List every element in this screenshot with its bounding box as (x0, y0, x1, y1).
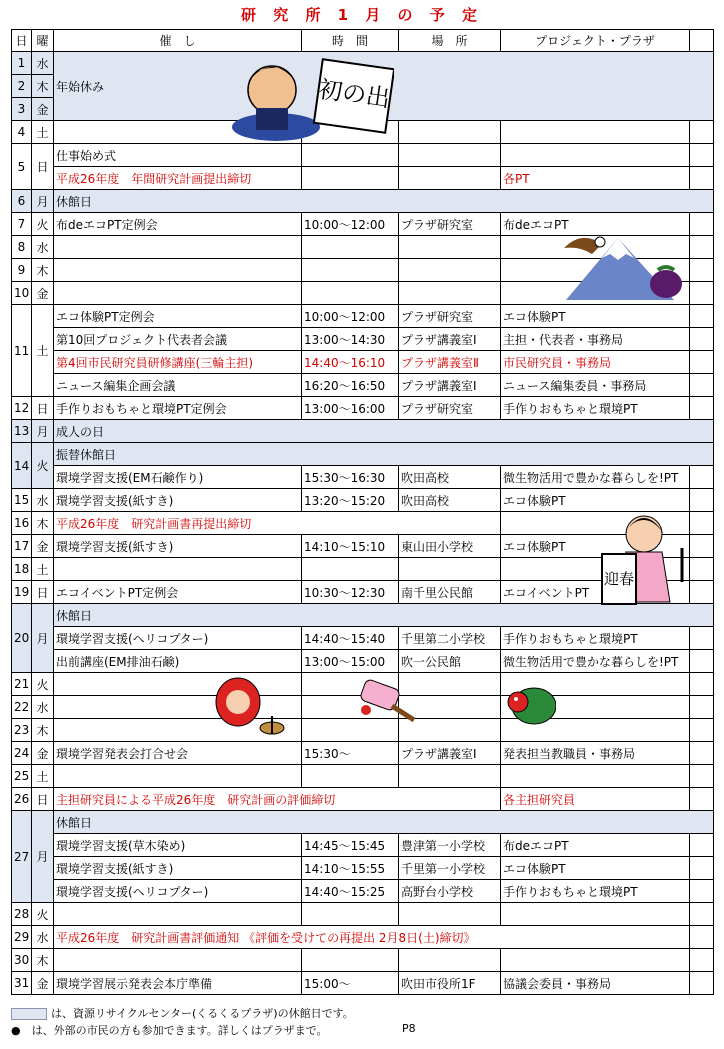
weekday-cell: 月 (32, 420, 54, 443)
table-row (12, 742, 714, 765)
project-cell: 微生物活用で豊かな暮らしを!PT (501, 650, 690, 673)
table-row (12, 466, 714, 489)
time-cell: 13:00～15:00 (302, 650, 399, 673)
weekday-cell: 土 (32, 765, 54, 788)
place-cell (399, 121, 501, 144)
project-cell: ニュース編集委員・事務局 (501, 374, 690, 397)
event-cell: 成人の日 (54, 420, 714, 443)
day-cell: 31 (12, 972, 32, 995)
place-cell: プラザ講義室Ⅰ (399, 328, 501, 351)
day-cell: 18 (12, 558, 32, 581)
event-cell: 休館日 (54, 604, 714, 627)
day-cell: 14 (12, 443, 32, 489)
weekday-cell: 木 (32, 512, 54, 535)
weekday-cell: 日 (32, 788, 54, 811)
time-cell: 10:30～12:30 (302, 581, 399, 604)
event-cell: 環境学習支援(紙すき) (54, 489, 302, 512)
hagoita-illustration (352, 678, 418, 724)
place-cell (399, 558, 501, 581)
weekday-cell: 土 (32, 558, 54, 581)
event-cell (54, 765, 302, 788)
table-row (12, 903, 714, 926)
day-cell: 13 (12, 420, 32, 443)
place-cell: 東山田小学校 (399, 535, 501, 558)
day-cell: 11 (12, 305, 32, 397)
project-cell: 手作りおもちゃと環境PT (501, 627, 690, 650)
place-cell (399, 259, 501, 282)
event-cell: 環境学習支援(紙すき) (54, 535, 302, 558)
page-number: P8 (402, 1022, 416, 1035)
place-cell: プラザ研究室 (399, 213, 501, 236)
table-row (12, 351, 714, 374)
event-cell: エコイベントPT定例会 (54, 581, 302, 604)
table-row (12, 144, 714, 167)
time-cell (302, 903, 399, 926)
weekday-cell: 金 (32, 535, 54, 558)
event-cell: 平成26年度 研究計画書評価通知 《評価を受けての再提出 2月8日(土)締切》 (54, 926, 690, 949)
project-cell: 布deエコPT (501, 834, 690, 857)
day-cell: 1 (12, 52, 32, 75)
header-extra (690, 30, 714, 52)
project-cell: 発表担当教職員・事務局 (501, 742, 690, 765)
table-row (12, 420, 714, 443)
day-cell: 10 (12, 282, 32, 305)
weekday-cell: 月 (32, 190, 54, 213)
event-cell (54, 558, 302, 581)
day-cell: 27 (12, 811, 32, 903)
fuji-hawk-eggplant-illustration (562, 228, 686, 306)
event-cell: 環境学習支援(ヘリコプター) (54, 880, 302, 903)
event-cell: 環境学習展示発表会本庁準備 (54, 972, 302, 995)
table-row (12, 765, 714, 788)
extra-cell (690, 328, 714, 351)
project-cell (501, 144, 690, 167)
place-cell (399, 167, 501, 190)
project-cell: エコ体験PT (501, 857, 690, 880)
lion-dance-illustration (504, 682, 556, 728)
event-cell: 休館日 (54, 190, 714, 213)
table-row (12, 880, 714, 903)
weekday-cell: 金 (32, 282, 54, 305)
time-cell: 14:45～15:45 (302, 834, 399, 857)
extra-cell (690, 627, 714, 650)
place-cell: プラザ研究室 (399, 397, 501, 420)
header-day: 日 (12, 30, 32, 52)
header-project: プロジェクト・プラザ (501, 30, 690, 52)
place-cell: 吹田高校 (399, 489, 501, 512)
header-weekday: 曜 (32, 30, 54, 52)
weekday-cell: 火 (32, 213, 54, 236)
time-cell (302, 259, 399, 282)
weekday-cell: 月 (32, 811, 54, 903)
event-cell: 主担研究員による平成26年度 研究計画の評価締切 (54, 788, 501, 811)
project-cell: エコイベントPT (501, 581, 690, 604)
place-cell: 南千里公民館 (399, 581, 501, 604)
time-cell: 14:40～15:25 (302, 880, 399, 903)
time-cell: 15:00～ (302, 972, 399, 995)
table-row (12, 397, 714, 420)
project-cell: 微生物活用で豊かな暮らしを!PT (501, 466, 690, 489)
extra-cell (690, 696, 714, 719)
time-cell (302, 282, 399, 305)
day-cell: 22 (12, 696, 32, 719)
daruma-top-illustration (208, 676, 288, 742)
extra-cell (690, 719, 714, 742)
table-row (12, 834, 714, 857)
place-cell: 千里第二小学校 (399, 627, 501, 650)
day-cell: 19 (12, 581, 32, 604)
header-time: 時 間 (302, 30, 399, 52)
time-cell: 15:30～16:30 (302, 466, 399, 489)
day-cell: 9 (12, 259, 32, 282)
table-row (12, 305, 714, 328)
header-place: 場 所 (399, 30, 501, 52)
table-row (12, 857, 714, 880)
event-cell: 第4回市民研究員研修講座(三輪主担) (54, 351, 302, 374)
extra-cell (690, 903, 714, 926)
event-cell (54, 236, 302, 259)
extra-cell (690, 926, 714, 949)
weekday-cell: 土 (32, 305, 54, 397)
weekday-cell: 火 (32, 443, 54, 489)
event-cell (54, 903, 302, 926)
place-cell: 吹田高校 (399, 466, 501, 489)
event-cell (54, 282, 302, 305)
time-cell (302, 236, 399, 259)
event-cell: 第10回プロジェクト代表者会議 (54, 328, 302, 351)
place-cell: 吹田市役所1F (399, 972, 501, 995)
day-cell: 7 (12, 213, 32, 236)
weekday-cell: 日 (32, 397, 54, 420)
extra-cell (690, 834, 714, 857)
day-cell: 3 (12, 98, 32, 121)
page-title: 研 究 所 1 月 の 予 定 (241, 6, 483, 24)
time-cell (302, 949, 399, 972)
project-cell (501, 903, 690, 926)
extra-cell (690, 857, 714, 880)
extra-cell (690, 742, 714, 765)
project-cell: 主担・代表者・事務局 (501, 328, 690, 351)
day-cell: 12 (12, 397, 32, 420)
day-cell: 2 (12, 75, 32, 98)
table-row (12, 788, 714, 811)
weekday-cell: 木 (32, 259, 54, 282)
day-cell: 23 (12, 719, 32, 742)
event-cell: 仕事始め式 (54, 144, 302, 167)
day-cell: 8 (12, 236, 32, 259)
project-cell: 市民研究員・事務局 (501, 351, 690, 374)
weekday-cell: 水 (32, 696, 54, 719)
hatsuhinode-text: 初の出 (316, 75, 392, 113)
day-cell: 6 (12, 190, 32, 213)
project-cell: 協議会委員・事務局 (501, 972, 690, 995)
place-cell (399, 765, 501, 788)
extra-cell (690, 351, 714, 374)
weekday-cell: 日 (32, 581, 54, 604)
project-cell (501, 949, 690, 972)
table-row (12, 167, 714, 190)
extra-cell (690, 213, 714, 236)
weekday-cell: 土 (32, 121, 54, 144)
place-cell (399, 282, 501, 305)
table-row (12, 604, 714, 627)
table-row (12, 627, 714, 650)
time-cell: 16:20～16:50 (302, 374, 399, 397)
weekday-cell: 火 (32, 673, 54, 696)
event-cell: 平成26年度 年間研究計画提出締切 (54, 167, 302, 190)
extra-cell (690, 673, 714, 696)
project-cell (501, 765, 690, 788)
day-cell: 30 (12, 949, 32, 972)
event-cell: 年始休み (54, 52, 714, 121)
weekday-cell: 金 (32, 972, 54, 995)
extra-cell (690, 121, 714, 144)
time-cell: 14:40～16:10 (302, 351, 399, 374)
place-cell: 豊津第一小学校 (399, 834, 501, 857)
place-cell (399, 949, 501, 972)
event-cell: 環境学習発表会打合せ会 (54, 742, 302, 765)
place-cell: プラザ講義室Ⅰ (399, 374, 501, 397)
project-cell: 各主担研究員 (501, 788, 690, 811)
day-cell: 17 (12, 535, 32, 558)
day-cell: 16 (12, 512, 32, 535)
weekday-cell: 木 (32, 75, 54, 98)
day-cell: 28 (12, 903, 32, 926)
time-cell (302, 144, 399, 167)
time-cell: 14:40～15:40 (302, 627, 399, 650)
header-event: 催 し (54, 30, 302, 52)
table-row (12, 650, 714, 673)
event-cell: 平成26年度 研究計画書再提出締切 (54, 512, 501, 535)
time-cell: 10:00～12:00 (302, 213, 399, 236)
extra-cell (690, 374, 714, 397)
table-row (12, 811, 714, 834)
project-cell: エコ体験PT (501, 489, 690, 512)
time-cell: 14:10～15:55 (302, 857, 399, 880)
geishun-text: 迎春 (603, 570, 635, 588)
extra-cell (690, 305, 714, 328)
project-cell: 布deエコPT (501, 213, 690, 236)
project-cell: エコ体験PT (501, 535, 690, 558)
extra-cell (690, 972, 714, 995)
day-cell: 21 (12, 673, 32, 696)
time-cell: 14:10～15:10 (302, 535, 399, 558)
project-cell (501, 121, 690, 144)
table-row (12, 328, 714, 351)
time-cell (302, 765, 399, 788)
place-cell (399, 144, 501, 167)
time-cell: 15:30～ (302, 742, 399, 765)
event-cell: 環境学習支援(EM石鹸作り) (54, 466, 302, 489)
table-row (12, 972, 714, 995)
time-cell: 10:00～12:00 (302, 305, 399, 328)
day-cell: 24 (12, 742, 32, 765)
place-cell: プラザ研究室 (399, 305, 501, 328)
extra-cell (690, 788, 714, 811)
weekday-cell: 水 (32, 236, 54, 259)
time-cell (302, 558, 399, 581)
event-cell: 出前講座(EM排油石鹸) (54, 650, 302, 673)
weekday-cell: 日 (32, 144, 54, 190)
event-cell: 環境学習支援(紙すき) (54, 857, 302, 880)
day-cell: 5 (12, 144, 32, 190)
event-cell: 手作りおもちゃと環境PT定例会 (54, 397, 302, 420)
extra-cell (690, 949, 714, 972)
time-cell: 13:00～16:00 (302, 397, 399, 420)
header-row (12, 30, 714, 52)
extra-cell (690, 259, 714, 282)
event-cell: 振替休館日 (54, 443, 714, 466)
table-row (12, 926, 714, 949)
place-cell (399, 903, 501, 926)
project-cell: エコ体験PT (501, 305, 690, 328)
place-cell: 千里第一小学校 (399, 857, 501, 880)
extra-cell (690, 236, 714, 259)
event-cell: 休館日 (54, 811, 714, 834)
weekday-cell: 水 (32, 52, 54, 75)
project-cell: 手作りおもちゃと環境PT (501, 880, 690, 903)
place-cell: 高野台小学校 (399, 880, 501, 903)
extra-cell (690, 650, 714, 673)
legend-public: ● は、外部の市民の方も参加できます。詳しくはプラザまで。 (11, 1024, 328, 1037)
extra-cell (690, 167, 714, 190)
geishun-girl-illustration (598, 508, 694, 606)
place-cell: プラザ講義室Ⅱ (399, 351, 501, 374)
weekday-cell: 水 (32, 489, 54, 512)
day-cell: 29 (12, 926, 32, 949)
project-cell: 手作りおもちゃと環境PT (501, 397, 690, 420)
day-cell: 25 (12, 765, 32, 788)
table-row (12, 374, 714, 397)
extra-cell (690, 397, 714, 420)
event-cell (54, 949, 302, 972)
event-cell: 環境学習支援(ヘリコプター) (54, 627, 302, 650)
weekday-cell: 木 (32, 719, 54, 742)
day-cell: 15 (12, 489, 32, 512)
weekday-cell: 火 (32, 903, 54, 926)
holiday-swatch (11, 1008, 47, 1020)
extra-cell (690, 282, 714, 305)
event-cell: ニュース編集企画会議 (54, 374, 302, 397)
extra-cell (690, 765, 714, 788)
table-row (12, 949, 714, 972)
event-cell: エコ体験PT定例会 (54, 305, 302, 328)
place-cell: プラザ講義室Ⅰ (399, 742, 501, 765)
event-cell: 環境学習支援(草木染め) (54, 834, 302, 857)
legend-holiday (11, 1005, 354, 1021)
extra-cell (690, 466, 714, 489)
day-cell: 26 (12, 788, 32, 811)
table-row (12, 190, 714, 213)
time-cell (302, 167, 399, 190)
event-cell (54, 259, 302, 282)
place-cell: 吹一公民館 (399, 650, 501, 673)
weekday-cell: 水 (32, 926, 54, 949)
weekday-cell: 金 (32, 742, 54, 765)
weekday-cell: 月 (32, 604, 54, 673)
table-row (12, 443, 714, 466)
project-cell: 各PT (501, 167, 690, 190)
day-cell: 4 (12, 121, 32, 144)
place-cell (399, 236, 501, 259)
time-cell: 13:20～15:20 (302, 489, 399, 512)
weekday-cell: 金 (32, 98, 54, 121)
day-cell: 20 (12, 604, 32, 673)
extra-cell (690, 880, 714, 903)
weekday-cell: 木 (32, 949, 54, 972)
event-cell: 布deエコPT定例会 (54, 213, 302, 236)
extra-cell (690, 144, 714, 167)
new-year-sunrise-illustration (226, 52, 394, 142)
time-cell: 13:00～14:30 (302, 328, 399, 351)
legend-holiday-text: は、資源リサイクルセンター(くるくるプラザ)の休館日です。 (51, 1007, 354, 1020)
